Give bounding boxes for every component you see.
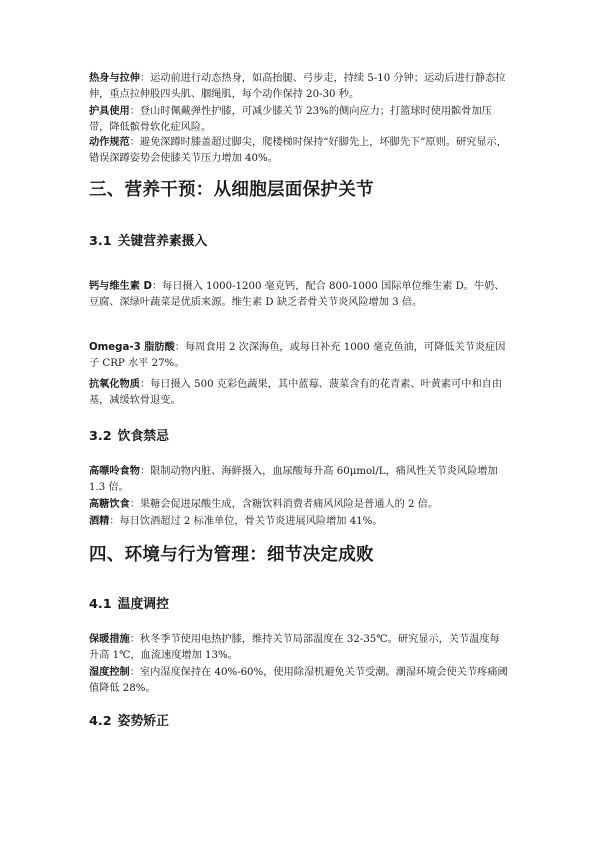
paragraph-antioxidants xyxy=(89,377,509,409)
subsection-number: 3.1 xyxy=(89,234,112,249)
subsection-heading-4-1 xyxy=(89,596,169,614)
term-label: 动作规范 xyxy=(89,137,130,148)
paragraph-protective-gear xyxy=(89,104,509,136)
paragraph-text: ：秋冬季节使用电热护膝，维持关节局部温度在 32-35℃。研究显示，关节温度每升高 1℃，血流速度增加 13%。 xyxy=(89,634,500,661)
paragraph-text: ：避免深蹲时膝盖超过脚尖，爬楼梯时保持“好脚先上，坏脚先下”原则。研究显示，错误深蹲姿势会使膝关节压力增加 40%。 xyxy=(89,137,507,164)
section-heading-nutrition: 三、营养干预：从细胞层面保护关节 xyxy=(89,180,374,200)
paragraph-movement-form xyxy=(89,135,509,167)
section-heading-environment: 四、环境与行为管理：细节决定成败 xyxy=(89,545,374,565)
paragraph-text: ：每日饮酒超过 2 标准单位，骨关节炎进展风险增加 41%。 xyxy=(109,516,383,527)
subsection-title: 温度调控 xyxy=(117,597,169,612)
paragraph-omega3 xyxy=(89,340,509,372)
subsection-title: 饮食禁忌 xyxy=(117,429,169,444)
paragraph-text: ：限制动物内脏、海鲜摄入，血尿酸每升高 60μmol/L，痛风性关节炎风险增加 1.3 倍。 xyxy=(89,466,498,493)
term-label: 保暖措施 xyxy=(89,634,130,645)
term-label: 高糖饮食 xyxy=(89,499,130,510)
subsection-title: 姿势矫正 xyxy=(117,714,169,729)
paragraph-text: ：运动前进行动态热身，如高抬腿、弓步走，持续 5-10 分钟；运动后进行静态拉伸，重点拉伸股四头肌、腘绳肌，每个动作保持 20-30 秒。 xyxy=(89,73,506,100)
term-label: 高嘌呤食物 xyxy=(89,466,140,477)
paragraph-text: ：室内湿度保持在 40%-60%，使用除湿机避免关节受潮。潮湿环境会使关节疼痛阈值降低 28%。 xyxy=(89,667,508,694)
term-label: Omega-3 脂肪酸 xyxy=(89,342,175,353)
paragraph-alcohol xyxy=(89,514,509,530)
term-label: 湿度控制 xyxy=(89,667,130,678)
term-label: 钙与维生素 D xyxy=(89,281,152,292)
paragraph-text: ：每日摄入 500 克彩色蔬果，其中蓝莓、菠菜含有的花青素、叶黄素可中和自由基，减缓软骨退变。 xyxy=(89,379,503,406)
term-label: 热身与拉伸 xyxy=(89,73,140,84)
paragraph-high-purine xyxy=(89,464,509,496)
paragraph-text: ：果糖会促进尿酸生成，含糖饮料消费者痛风风险是普通人的 2 倍。 xyxy=(129,499,439,510)
paragraph-text: ：每日摄入 1000-1200 毫克钙，配合 800-1000 国际单位维生素 D。牛奶、豆腐、深绿叶蔬菜是优质来源。维生素 D 缺乏者骨关节炎风险增加 3 倍。 xyxy=(89,281,505,308)
paragraph-warmup xyxy=(89,71,509,103)
paragraph-text: ：每周食用 2 次深海鱼，或每日补充 1000 毫克鱼油，可降低关节炎症因子 CRP 水平 27%。 xyxy=(89,342,506,369)
subsection-heading-3-2 xyxy=(89,428,169,446)
term-label: 护具使用 xyxy=(89,106,130,117)
term-label: 酒精 xyxy=(89,516,110,527)
subsection-number: 4.2 xyxy=(89,714,112,729)
paragraph-text: ：登山时佩戴弹性护膝，可减少膝关节 23%的侧向应力；打篮球时使用髌骨加压带，降低髌骨软化症风险。 xyxy=(89,106,492,133)
subsection-number: 4.1 xyxy=(89,597,112,612)
subsection-heading-3-1 xyxy=(89,233,207,251)
paragraph-warmth xyxy=(89,632,509,664)
term-label: 抗氧化物质 xyxy=(89,379,140,390)
subsection-heading-4-2 xyxy=(89,713,169,731)
paragraph-humidity xyxy=(89,665,509,697)
subsection-title: 关键营养素摄入 xyxy=(117,234,208,249)
subsection-number: 3.2 xyxy=(89,429,112,444)
paragraph-high-sugar xyxy=(89,497,509,513)
paragraph-calcium-vitd xyxy=(89,279,509,311)
